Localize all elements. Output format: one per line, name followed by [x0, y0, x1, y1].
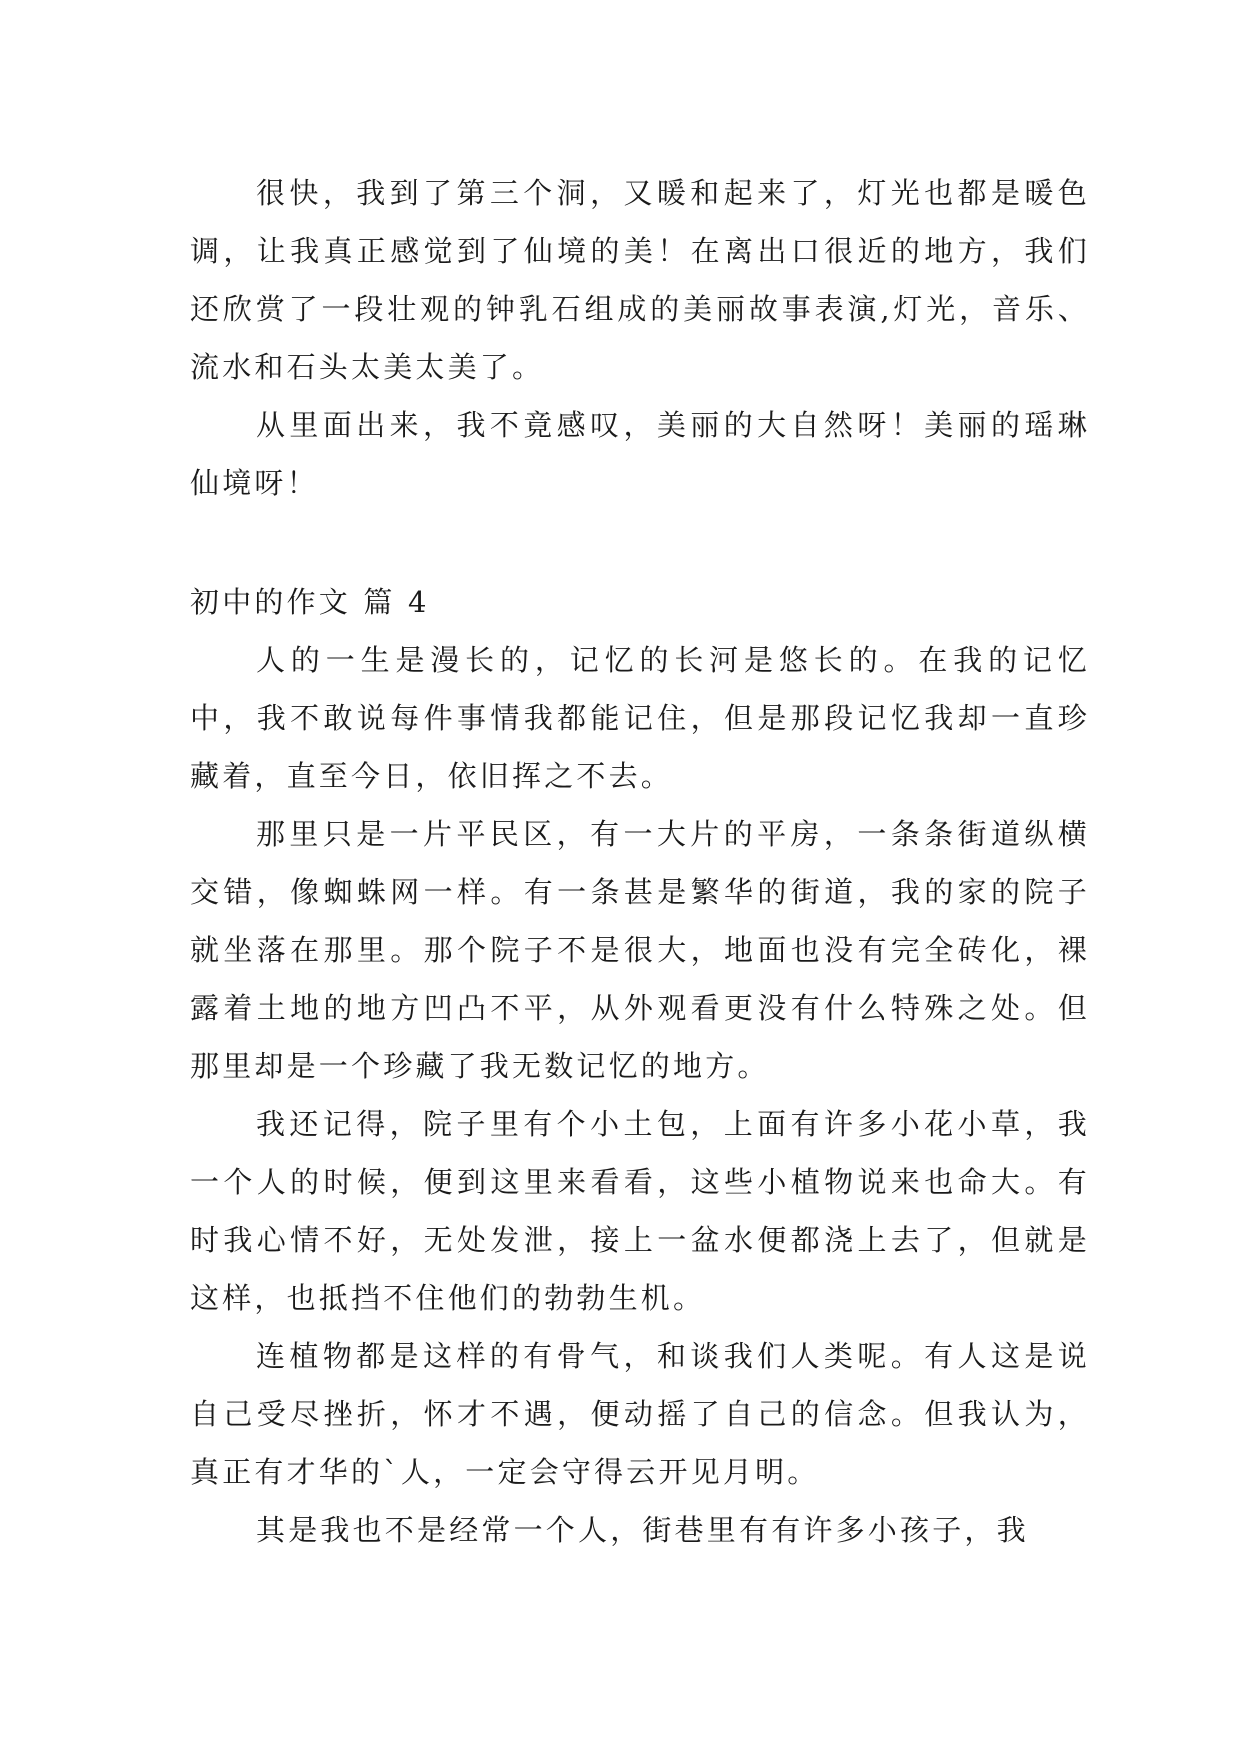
- paragraph: 那里只是一片平民区，有一大片的平房，一条条街道纵横交错，像蜘蛛网一样。有一条甚是繁华的街道，我的家的院子就坐落在那里。那个院子不是很大，地面也没有完全砖化，裸露着土地的地方凹凸不平，从外观看更没有什么特殊之处。但那里却是一个珍藏了我无数记忆的地方。: [190, 817, 1090, 1083]
- paragraph: 我还记得，院子里有个小土包，上面有许多小花小草，我一个人的时候，便到这里来看看，这些小植物说来也命大。有时我心情不好，无处发泄，接上一盆水便都浇上去了，但就是这样，也抵挡不住他们的勃勃生机。: [190, 1107, 1090, 1315]
- section-spacer: [190, 512, 1090, 573]
- paragraph: 从里面出来，我不竟感叹，美丽的大自然呀！美丽的瑶琳仙境呀！: [190, 408, 1090, 500]
- paragraph: 其是我也不是经常一个人，街巷里有有许多小孩子，我: [256, 1513, 1029, 1547]
- paragraph: 连植物都是这样的有骨气，和谈我们人类呢。有人这是说自己受尽挫折，怀才不遇，便动摇了自己的信念。但我认为，真正有才华的`人，一定会守得云开见月明。: [190, 1339, 1090, 1489]
- paragraph: 很快，我到了第三个洞，又暖和起来了，灯光也都是暖色调，让我真正感觉到了仙境的美！在离出口很近的地方，我们还欣赏了一段壮观的钟乳石组成的美丽故事表演,灯光，音乐、流水和石头太美太美了。: [190, 176, 1090, 384]
- paragraph: 人的一生是漫长的，记忆的长河是悠长的。在我的记忆中，我不敢说每件事情我都能记住，但是那段记忆我却一直珍藏着，直至今日，依旧挥之不去。: [190, 643, 1090, 793]
- section-heading: 初中的作文 篇 4: [190, 585, 430, 619]
- document-body: [190, 164, 1090, 1559]
